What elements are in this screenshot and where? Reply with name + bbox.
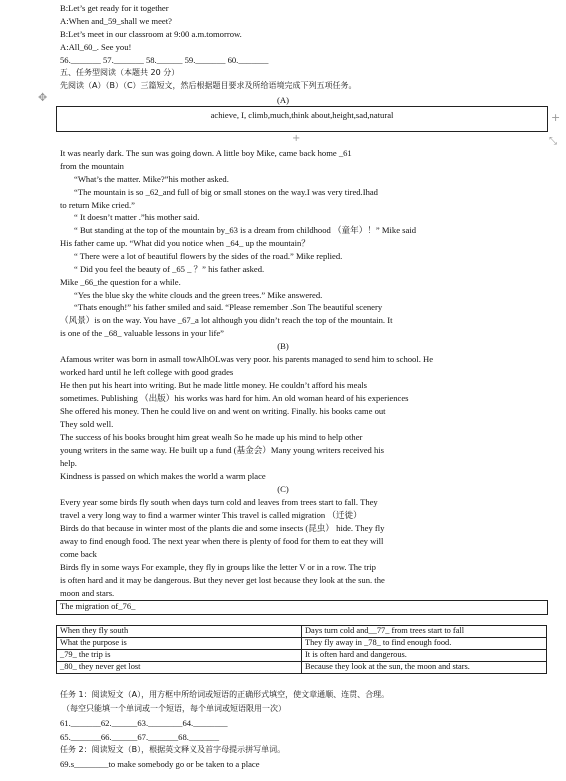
passage-b-line: The success of his books brought him great wealh So he made up his mind to help other — [60, 432, 363, 442]
passage-a-line: “What’s the matter. Mike?”his mother asked. — [74, 174, 229, 184]
passage-c-line: Birds do that because in winter most of the plants die and some insects (昆虫） hide. They fly — [60, 523, 385, 533]
table-row — [57, 662, 547, 674]
dialogue-line: B:Let’s meet in our classroom at 9:00 a.m.tomorrow. — [60, 29, 242, 39]
migration-table — [56, 625, 547, 674]
passage-c-line: Every year some birds fly south when days turn cold and leaves from trees start to fall. They — [60, 497, 378, 507]
passage-a-line: His father came up. “What did you notice when _64_ up the mountain？ — [60, 238, 310, 248]
task2-question: 69.s________to make somebody go or be taken to a place — [60, 759, 260, 769]
migration-title-box — [56, 600, 548, 615]
passage-a-line: “ But standing at the top of the mountain by_63 is a dream from childhood （童年）！” Mike said — [74, 225, 417, 235]
passage-b-label: (B) — [277, 341, 289, 351]
passage-b-line: help. — [60, 458, 77, 468]
table-cell: _79_ the trip is — [57, 650, 302, 662]
table-row — [57, 626, 547, 638]
task1-title: 任务 1：阅读短文（A），用方框中所给词或短语的正确形式填空，使文章通顺、连贯、合理。 — [60, 690, 390, 699]
passage-c-label: (C) — [277, 484, 289, 494]
passage-c-line: come back — [60, 549, 97, 559]
table-cell: What the purpose is — [57, 638, 302, 650]
passage-a-line: “ It doesn’t matter .”his mother said. — [74, 212, 200, 222]
passage-a-line: “ There were a lot of beautiful flowers by the sides of the road.” Mike replied. — [74, 251, 343, 261]
passage-a-line: from the mountain — [60, 161, 124, 171]
dialogue-line: A:All_60_. See you! — [60, 42, 132, 52]
passage-a-line: It was nearly dark. The sun was going down. A little boy Mike, came back home _61 — [60, 148, 352, 158]
passage-a-line: Mike _66_the question for a while. — [60, 277, 181, 287]
migration-title: The migration of_76_ — [60, 601, 136, 611]
passage-c-line: travel a very long way to find a warmer winter This travel is called migration （迁徙） — [60, 510, 362, 520]
dialogue-line: A:When and_59_shall we meet? — [60, 16, 172, 26]
passage-b-line: young writers in the same way. He built up a fund (基金会）Many young writers received his — [60, 445, 385, 455]
table-move-icon[interactable]: ✥ — [38, 91, 48, 104]
table-cell: Days turn cold and__77_ from trees start to fall — [302, 626, 547, 638]
passage-b-line: He then put his heart into writing. But he made little money. He couldn’t afford his meals — [60, 380, 368, 390]
task1-answers-row: 61._______62.______63.________64.________ — [60, 718, 228, 728]
passage-a-line: （风景）is on the way. You have _67_a lot although you didn’t reach the top of the mountain. It — [60, 315, 393, 325]
task1-answers-row: 65._______66.______67._______68._______ — [60, 732, 219, 742]
task2-title: 任务 2：阅读短文（B），根据英文释义及首字母提示拼写单词。 — [60, 745, 286, 754]
passage-c-line: moon and stars. — [60, 588, 115, 598]
table-cell: It is often hard and dangerous. — [302, 650, 547, 662]
passage-b-line: They sold well. — [60, 419, 114, 429]
table-cell: _80_ they never get lost — [57, 662, 302, 674]
table-cell: When they fly south — [57, 626, 302, 638]
word-box-text: achieve, I, climb,much,think about,height,sad,natural — [210, 110, 394, 120]
passage-a-line: “The mountain is so _62_and full of big or small stones on the way.I was very tired.Ihad — [74, 187, 378, 197]
table-row — [57, 650, 547, 662]
passage-b-line: Afamous writer was born in asmall towAlhOLwas very poor. his parents managed to send him to school. He — [60, 354, 434, 364]
passage-c-line: away to find enough food. The next year when there is plenty of food for them to eat they will — [60, 536, 384, 546]
table-cell: They fly away in _78_ to find enough food. — [302, 638, 547, 650]
passage-b-line: She offered his money. Then he could live on and went on writing. Finally. his books came out — [60, 406, 386, 416]
answer-blanks: 56._______ 57._______ 58.______ 59._______ 60._______ — [60, 55, 269, 65]
word-box — [56, 106, 548, 132]
passage-a-line: “Thats enough!” his father smiled and said. “Please remember .Son The beautiful scenery — [74, 302, 383, 312]
table-row — [57, 638, 547, 650]
passage-a-line: is one of the _68_ valuable lessons in your life” — [60, 328, 224, 338]
passage-a-label: (A) — [277, 95, 289, 105]
passage-b-line: sometimes. Publishing （出版）his works was hard for him. An old woman heard of his experiences — [60, 393, 409, 403]
resize-handle-icon[interactable]: ⤡ — [549, 136, 557, 147]
add-row-icon[interactable]: + — [292, 133, 301, 144]
passage-a-line: “Yes the blue sky the white clouds and the green trees.” Mike answered. — [74, 290, 323, 300]
task1-note: （每空只能填一个单词或一个短语，每个单词或短语限用一次） — [62, 704, 286, 713]
section-instruction: 先阅读（A）（B）（C）三篇短文，然后根据题目要求及所给语境完成下列五项任务。 — [60, 81, 357, 90]
passage-b-line: Kindness is passed on which makes the world a warm place — [60, 471, 266, 481]
dialogue-line: B:Let’s get ready for it together — [60, 3, 169, 13]
passage-a-line: “ Did you feel the beauty of _65 _ ？” his father asked. — [74, 264, 265, 274]
table-cell: Because they look at the sun, the moon and stars. — [302, 662, 547, 674]
add-column-icon[interactable]: + — [551, 111, 561, 124]
section-title: 五、任务型阅读（本题共 20 分） — [60, 68, 180, 77]
passage-c-line: Birds fly in some ways For example, they fly in groups like the letter V or in a row. The trip — [60, 562, 376, 572]
passage-b-line: worked hard until he left college with good grades — [60, 367, 234, 377]
passage-a-line: to return Mike cried.” — [60, 200, 135, 210]
passage-c-line: is often hard and it may be dangerous. But they never get lost because they look at the sun. the — [60, 575, 385, 585]
